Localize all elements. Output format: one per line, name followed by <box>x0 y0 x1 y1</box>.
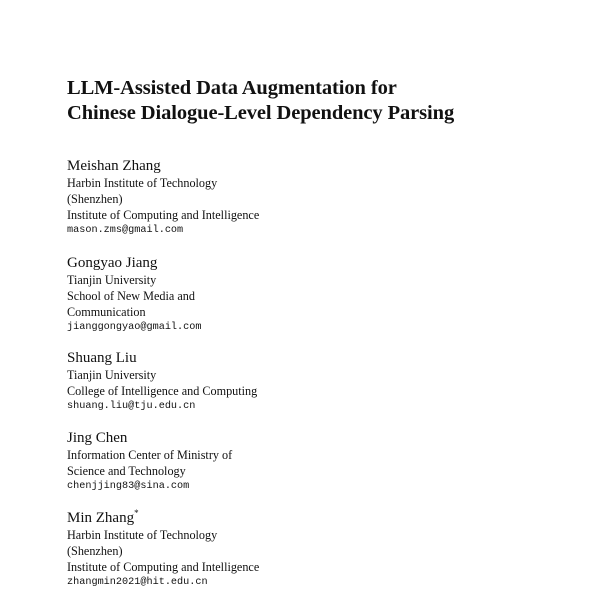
author-affiliation: Communication <box>67 305 146 319</box>
author-name: Meishan Zhang <box>67 158 161 174</box>
author-name: Jing Chen <box>67 430 128 446</box>
author-block-meishan-zhang <box>67 157 487 239</box>
author-block-gongyao-jiang <box>67 254 487 336</box>
author-email[interactable]: mason.zms@gmail.com <box>67 225 184 236</box>
paper-title <box>67 76 567 126</box>
author-affiliation: Institute of Computing and Intelligence <box>67 208 260 222</box>
author-name: Gongyao Jiang <box>67 255 158 271</box>
author-affiliation: School of New Media and <box>67 289 195 303</box>
author-affiliation: Tianjin University <box>67 368 157 382</box>
author-affiliation: Information Center of Ministry of <box>67 448 233 462</box>
author-email[interactable]: jianggongyao@gmail.com <box>67 322 202 333</box>
author-affiliation: Harbin Institute of Technology <box>67 176 218 190</box>
author-block-shuang-liu <box>67 349 487 415</box>
author-email[interactable]: zhangmin2021@hit.edu.cn <box>67 577 208 588</box>
author-affiliation: (Shenzhen) <box>67 544 123 558</box>
corresponding-author-marker: * <box>134 508 139 518</box>
author-name: Shuang Liu <box>67 350 137 366</box>
author-name: Min Zhang* <box>67 508 139 526</box>
author-affiliation: Tianjin University <box>67 273 157 287</box>
author-email[interactable]: chenjjing83@sina.com <box>67 481 190 492</box>
author-block-jing-chen <box>67 429 487 495</box>
author-affiliation: Harbin Institute of Technology <box>67 528 218 542</box>
author-affiliation: Institute of Computing and Intelligence <box>67 560 260 574</box>
author-affiliation: (Shenzhen) <box>67 192 123 206</box>
author-block-min-zhang <box>67 509 487 591</box>
author-affiliation: College of Intelligence and Computing <box>67 384 258 398</box>
title-line-1: LLM-Assisted Data Augmentation for <box>67 77 397 99</box>
title-line-2: Chinese Dialogue-Level Dependency Parsing <box>67 102 455 124</box>
author-affiliation: Science and Technology <box>67 464 186 478</box>
author-email[interactable]: shuang.liu@tju.edu.cn <box>67 401 196 412</box>
